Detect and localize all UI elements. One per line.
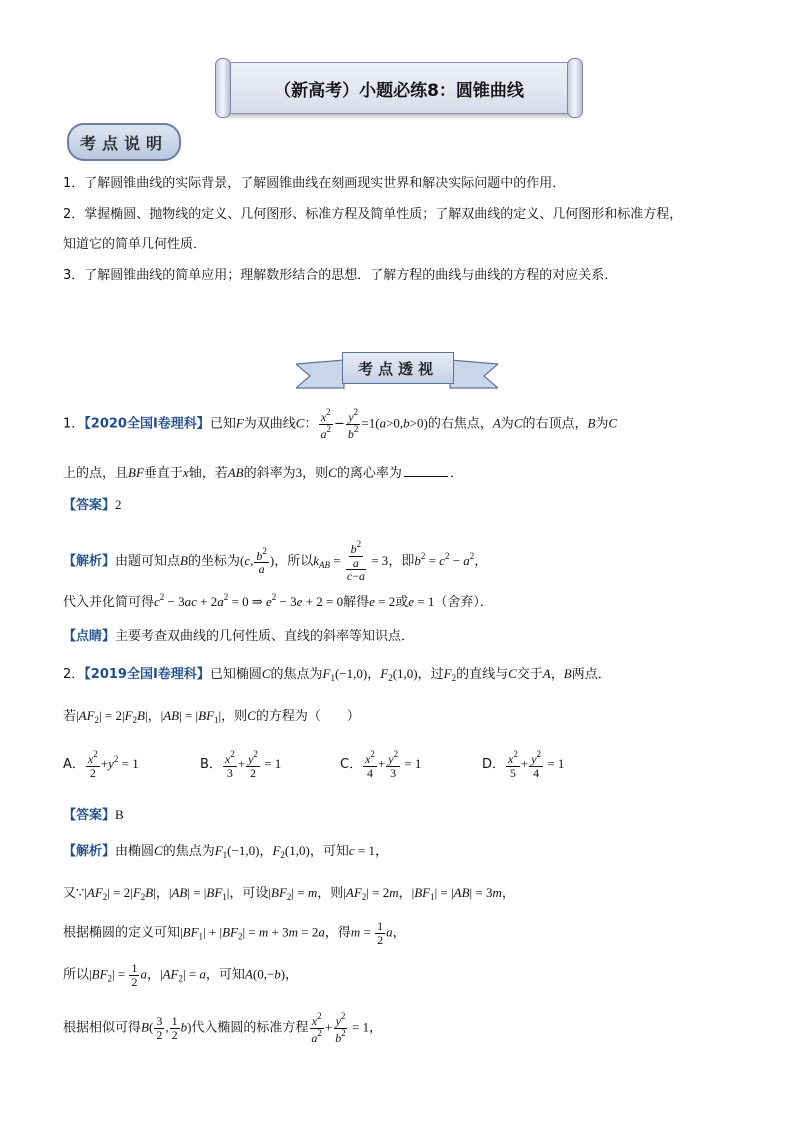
- q2-line-1: 2．【2019全国Ⅰ卷理科】已知椭圆C的焦点为$F_1(-1,0)$，$F_2(1,0)$，过$F_2$的直线与C交于A，B两点．: [63, 666, 611, 683]
- q2-answer: 【答案】B: [63, 807, 124, 823]
- q2-analysis-3: 根据椭圆的定义可知$|BF_1| + |BF_2| = m + 3m = 2a$，得m = $\frac{1}{2}$ a，: [63, 919, 406, 947]
- objective-2-cont: 知道它的简单几何性质．: [63, 237, 207, 252]
- q1-analysis-1: 【解析】由题可知点B的坐标为(c, $\frac{b^2}{a}$ )，所以$k_{AB}$ = $\frac{\frac{b^2}{a}}{c-a}$ = 3，即$b^2 = c^2 - a^2$，: [63, 539, 488, 584]
- q2-option-a: A． $\frac{x^2}{2}$ $+y^2 = 1$: [63, 749, 139, 780]
- objective-1: 1．了解圆锥曲线的实际背景，了解圆锥曲线在刻画现实世界和解决实际问题中的作用．: [63, 176, 566, 191]
- q2-analysis-4: 所以$|BF_2|$ = $\frac{1}{2}$ a，$|AF_2| = a$，可知A(0,−b)，: [63, 961, 299, 989]
- q2-option-c: C． $\frac{x^2}{4}$ + $\frac{y^2}{3}$ = 1: [340, 749, 422, 780]
- objective-2: 2．掌握椭圆、抛物线的定义、几何图形、标准方程及简单性质；了解双曲线的定义、几何图形和标准方程，: [63, 207, 683, 222]
- q2-analysis-5: 根据相似可得B( $\frac{3}{2}$ , $\frac{1}{2}$ b)代入椭圆的标准方程 $\frac{x^2}{a^2}$ + $\frac{y^2}{b^2}$ = 1，: [63, 1011, 383, 1045]
- q2-source: 【2019全国Ⅰ卷理科】: [84, 667, 210, 682]
- section-ribbon-insight: [296, 348, 498, 392]
- q2-option-d: D． $\frac{x^2}{5}$ + $\frac{y^2}{4}$ = 1: [482, 749, 565, 780]
- q1-line-2: 上的点，且BF垂直于x轴，若AB的斜率为3，则C的离心率为 ．: [63, 465, 463, 481]
- q1-analysis-2: 代入并化简可得$c^2 - 3ac + 2a^2 = 0$ ⇒ $e^2 - 3e + 2 = 0$解得e = 2或e = 1（舍弃）．: [63, 592, 493, 610]
- q1-line-1: 1．【2020全国Ⅰ卷理科】已知F为双曲线C： $\frac{x^2}{a^2}$ − $\frac{y^2}{b^2}$ =1(a>0,b>0)的右焦点，A为C的右顶点，B为C: [63, 407, 618, 441]
- page-title: （新高考）小题必练8：圆锥曲线: [274, 80, 524, 101]
- objective-3: 3．了解圆锥曲线的简单应用；理解数形结合的思想．了解方程的曲线与曲线的方程的对应关系．: [63, 268, 618, 283]
- q1-note: 【点睛】主要考查双曲线的几何性质、直线的斜率等知识点．: [63, 629, 415, 644]
- section-badge-exam-points: 考点说明: [67, 123, 181, 161]
- q2-analysis-2: 又$\because|AF_2| = 2|F_2B|$，$|AB| = |BF_1|$，可设$|BF_2| = m$，则$|AF_2| = 2m$，$|BF_1| = |AB| = 3m$，: [63, 885, 515, 902]
- q1-answer: 【答案】2: [63, 497, 122, 513]
- q2-analysis-1: 【解析】由椭圆C的焦点为$F_1(-1,0)$，$F_2(1,0)$，可知c = 1，: [63, 843, 388, 860]
- q1-source: 【2020全国Ⅰ卷理科】: [84, 416, 210, 432]
- ribbon-label: 考点透视: [342, 352, 454, 384]
- title-banner: [222, 62, 576, 114]
- q2-option-b: B． $\frac{x^2}{3}$ + $\frac{y^2}{2}$ = 1: [200, 749, 282, 780]
- q2-line-2: 若$|AF_2| = 2|F_2B|$，$|AB| = |BF_1|$，则C的方程为（ ）: [63, 708, 360, 725]
- answer-blank: [404, 464, 448, 477]
